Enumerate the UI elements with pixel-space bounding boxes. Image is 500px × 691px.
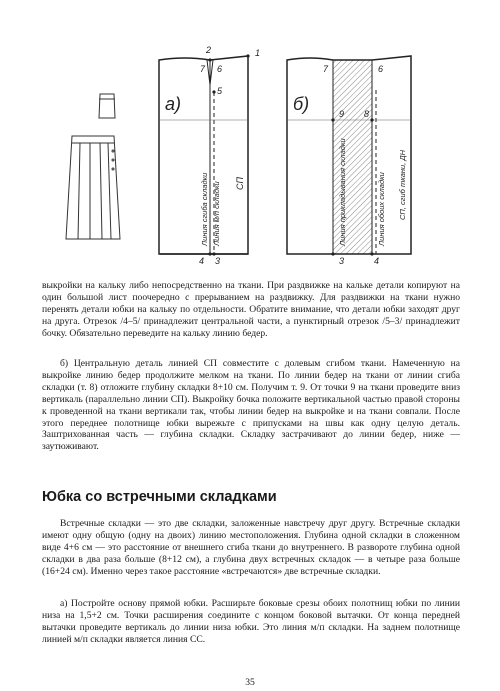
- point-label-8: 8: [364, 109, 370, 119]
- paragraph-1: выкройки на кальку либо непосредственно на ткани. При раздвижке на кальке детали копируют на один большой лист поочередно с прерыванием на раздвижку. Для раздвижки на ткани нужно перенять детали юбки на кальку по отдельности. Обратите внимание, что детали юбки заходят друг на друга. Отрезок /4–5/ принадлежит центральной части, а пунктирный отрезок /5–3/ принадлежит бочку. Обязательно переведите на кальку линию бедер.: [42, 280, 460, 339]
- point-label-7b: 7: [323, 64, 329, 74]
- point-label-7: 7: [200, 64, 206, 74]
- center-front-label-a: СП: [235, 176, 245, 190]
- point-label-4: 4: [199, 256, 205, 266]
- pattern-figure: [0, 0, 500, 270]
- point-label-3b: 3: [339, 256, 345, 266]
- skirt-sketch-small: [99, 94, 115, 118]
- center-front-label-b: СП, сгиб ткани, ДН: [398, 149, 407, 220]
- pattern-panel-b: [287, 56, 411, 254]
- point-label-9: 9: [339, 109, 345, 119]
- section-title: Юбка со встречными складками: [42, 489, 277, 505]
- point-label-5: 5: [217, 86, 223, 96]
- point-label-1: 1: [255, 48, 261, 58]
- point-label-2: 2: [206, 45, 212, 55]
- point-label-6b: 6: [378, 64, 384, 74]
- pleat-attach-line-label: Линия прикладывания складки: [338, 138, 347, 246]
- paragraph-2: б) Центральную деталь линией СП совместите с долевым сгибом ткани. Намеченную на выкройке линию бедер продолжите мелком на ткани. По линии бедер на ткани от линии сгиба складки (т. 8) отложите глубину складки 8+10 см. Получим т. 9. От точки 9 на ткани проведите вниз вертикаль (параллельно линии СП). Выкройку бочка положите вертикальной частью правой стороны к проведенной на ткани вертикали так, чтобы линии бедер на выкройке и на ткани совпали. После этого переднее полотнище юбки вырежьте с припусками на швы как одну целую деталь. Заштрихованная часть — глубина складки. Складку застрачивают до линии бедер, ниже — заутюживают.: [42, 358, 460, 453]
- panel-label-a: а): [165, 94, 182, 114]
- paragraph-3: Встречные складки — это две складки, заложенные навстречу друг другу. Встречные складки имеют одну общую (одну на двоих) линию местоположения. Глубина одной складки в сложенном виде 4+6 см — это расстояние от внешнего сгиба ткани до внутреннего. В развороте глубина одной складки в два раза больше (8+12 см), а глубина двух встречных складок — в четыре раза больше (16+24 см). Именно через такое расстояние «встречаются» две встречные складки.: [42, 518, 460, 577]
- point-label-6: 6: [217, 64, 223, 74]
- point-label-4b: 4: [374, 256, 380, 266]
- pleat-line-label: Линия обоих складки: [377, 172, 386, 246]
- panel-label-b: б): [293, 94, 310, 114]
- paragraph-4: а) Постройте основу прямой юбки. Расширьте боковые срезы обоих полотнищ юбки по линии низа на 1,5+2 см. Точки расширения соедините с концом боковой вытачки. От конца передней вытачки проведите вертикаль до линии низа юбки. Это линия м/п складки. На заднем полотнище линией м/п складки является линия СС.: [42, 598, 460, 645]
- fold-line-label: Линия сгиба складки: [200, 172, 209, 246]
- point-label-3: 3: [215, 256, 221, 266]
- skirt-sketch-large: [66, 136, 120, 239]
- page-number: 35: [245, 677, 255, 688]
- placement-line-label: Линия м/п складки: [212, 181, 221, 246]
